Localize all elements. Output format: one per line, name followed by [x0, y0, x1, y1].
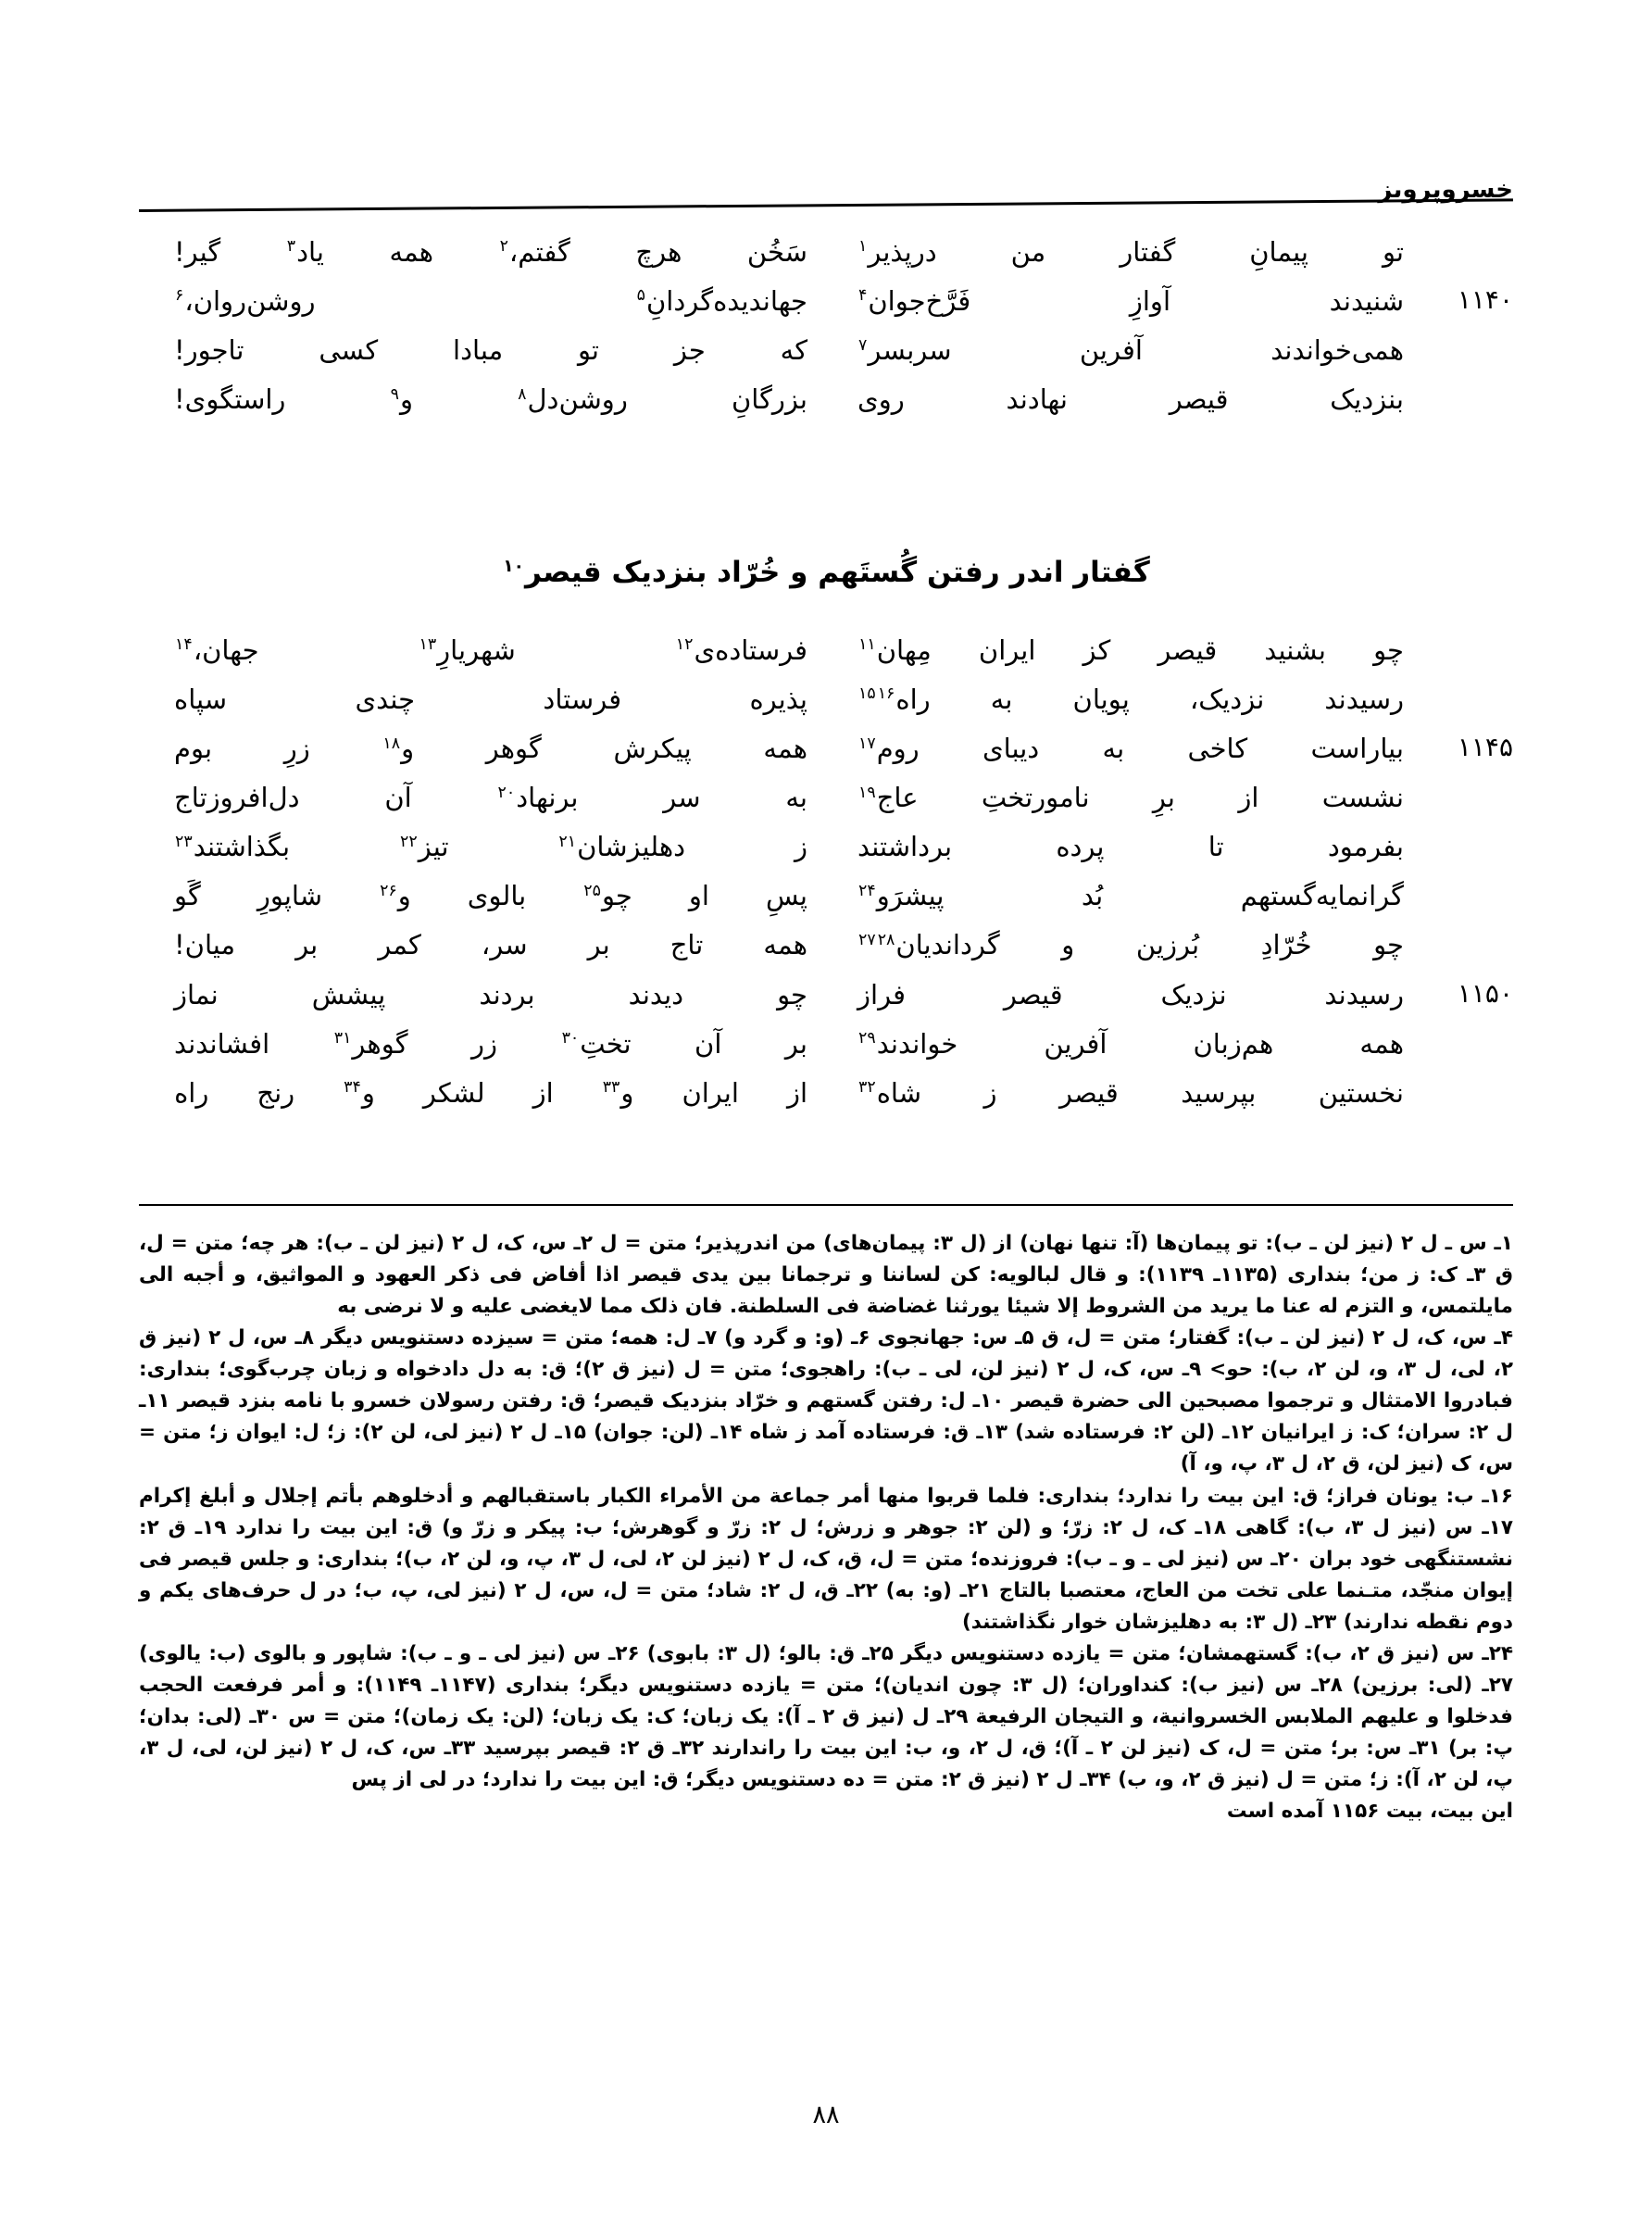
verse-word: تختِ$^{۳۰}$: [561, 1027, 632, 1060]
couplet: [139, 281, 1513, 321]
verse-footnote-marker: ۱۲: [675, 635, 694, 655]
verse-word: او: [688, 880, 709, 912]
verse-word: نهادند: [1006, 383, 1068, 416]
verse-footnote-marker: ۱۳: [419, 635, 437, 655]
hemistich-second: [139, 826, 826, 867]
verse-word: راستگوی!: [174, 383, 286, 416]
verse-word: رسیدند: [1324, 684, 1404, 716]
hemistich-second: [139, 281, 826, 321]
couplet: [139, 630, 1513, 671]
verse-word: و$^{۳۴}$: [344, 1076, 375, 1109]
verse-footnote-marker: ۵: [636, 286, 645, 306]
verse-block-two: [139, 630, 1513, 1122]
verse-word: تا: [1208, 831, 1224, 863]
verse-word: آن: [695, 1027, 722, 1060]
verse-word: زر: [471, 1027, 498, 1060]
hemistich-first: [826, 875, 1513, 916]
verse-word: قیصر: [1169, 383, 1229, 416]
couplet: [139, 924, 1513, 965]
couplet: [139, 728, 1513, 769]
hemistich-second: [139, 330, 826, 370]
verse-word: کسی: [319, 334, 379, 367]
running-head-rule: [139, 198, 1513, 212]
bayt-number: ۱۱۵۰: [1457, 977, 1513, 1009]
couplet: [139, 232, 1513, 272]
verse-word: بر: [587, 929, 610, 961]
verse-word: پرده: [1056, 831, 1105, 863]
verse-footnote-marker: ۸: [518, 384, 527, 404]
couplet: [139, 875, 1513, 916]
verse-word: پیکرش: [613, 733, 692, 765]
verse-word: گفتار: [1120, 236, 1176, 268]
section-heading-footnote-marker: ۱۰: [503, 556, 524, 576]
hemistich-first: [826, 924, 1513, 965]
verse-word: تاجور!: [174, 334, 244, 367]
verse-word: روشن‌دل$^۸$: [518, 383, 628, 416]
verse-word: نماز: [174, 978, 219, 1010]
verse-word: لشکر: [422, 1076, 485, 1109]
verse-footnote-marker: ۳۴: [344, 1078, 361, 1098]
verse-footnote-marker: ۴: [858, 286, 868, 306]
section-heading: [139, 556, 1513, 589]
verse-word: رسیدند: [1324, 978, 1404, 1010]
verse-word: راه$^{۱۵}$ $^{۱۶}$: [858, 684, 931, 716]
hemistich-second: [139, 1023, 826, 1064]
verse-word: رنج: [257, 1076, 295, 1109]
verse-word: مبادا: [453, 334, 504, 367]
verse-word: نزدیک،: [1189, 684, 1265, 716]
verse-footnote-marker: ۷: [858, 335, 868, 355]
footnote-paragraph: ۱۶ـ ب: یونان فراز؛ ق: این بیت را ندارد؛ بنداری: فلما قربوا منها أمر جماعة من الأمراء الکبار باستقبالهم و أدخلوهم بأتم إجلال و أبلغ إکرام ۱۷ـ س (نیز ل ۳، ب): گاهی ۱۸ـ ک، ل ۲: زرّ؛ و (لن ۲: جوهر و زرش؛ ل ۲: زرّ و گوهرش؛ ب: پیکر و زرّ و) ق: این بیت را ندارد ۱۹ـ ق ۲: نشستنگهی خود بران ۲۰ـ س (نیز لی ـ و ـ ب): فروزنده؛ متن = ل، ق، ک، ل ۲ (نیز لن ۲، لی، ل ۳، پ، و، لن ۲، ب)؛ بنداری: و جلس قیصر فی إیوان منجّد، متـنما علی تخت من العاج، معتصبا بالتاج ۲۱ـ (و: به) ۲۲ـ ق، ل ۲: شاد؛ متن = ل، س، ل ۲ (نیز لی، پ، ب؛ در ل حرف‌های یکم و دوم نقطه ندارند) ۲۳ـ (ل ۳: به دهلیزشان خوار نگذاشتند): [139, 1484, 1514, 1634]
verse-word: زرِ: [283, 733, 310, 765]
verse-word: بُد: [1081, 880, 1104, 912]
folio-page-number: ۸۸: [812, 2101, 840, 2129]
footnote-paragraph: ۲۴ـ س (نیز ق ۲، ب): گستهمشان؛ متن = یازده دستنویس دیگر ۲۵ـ ق: بالو؛ (ل ۳: بابوی) ۲۶ـ س (نیز لی ـ و ـ ب): شاپور و بالوی (ب: یالوی) ۲۷ـ (لی: برزین) ۲۸ـ س (نیز ب): کنداوران؛ (ل ۳: چون اندیان)؛ متن = یازده دستنویس دیگر؛ بنداری (۱۱۴۷ـ ۱۱۴۹): و أمر فرفعت الحجب فدخلوا و علیهم الملابس الخسروانیة، و التیجان الرفیعة ۲۹ـ ل (نیز ق ۲ ـ آ): یک زبان؛ ک: یک زبان؛ (لن: یک زمان)؛ متن = س ۳۰ـ (لی: بدان؛ پ: بر) ۳۱ـ س: بر؛ متن = ل، ک (نیز لن ۲ ـ آ)؛ ق، ل ۲، و، ب: این بیت را راندارند ۳۲ـ ق ۲: قیصر بپرسید ۳۳ـ س، ک، ل ۲ (نیز لن، لی، ل ۳، پ، لن ۲، آ): ز؛ متن = ل (نیز ق ۲، و، ب) ۳۴ـ ل ۲ (نیز ق ۲: متن = ده دستنویس دیگر؛ ق: این بیت را ندارد؛ در لی از پس: [139, 1642, 1514, 1791]
verse-footnote-marker: ۲۶: [380, 881, 397, 900]
verse-word: نخستین: [1318, 1076, 1404, 1109]
running-head: [139, 176, 1513, 219]
couplet: [139, 974, 1513, 1015]
verse-block-one: [139, 232, 1513, 428]
verse-word: و$^۹$: [390, 383, 413, 416]
hemistich-first: [826, 826, 1513, 867]
verse-word: فرستاد: [543, 684, 622, 716]
verse-word: فَرَّخ‌جوان$^۴$: [858, 285, 971, 318]
verse-word: روم$^{۱۷}$: [858, 733, 920, 765]
verse-word: سپاه: [174, 684, 228, 716]
verse-word: تو: [577, 334, 600, 367]
footnote-paragraph: ۴ـ س، ک، ل ۲ (نیز لن ـ ب): گفتار؛ متن = ل، ق ۵ـ س: جهانجوی ۶ـ (و: و گرد و) ۷ـ ل: همه؛ متن = سیزده دستنویس دیگر ۸ـ س، ل ۲ (نیز ق ۲، لی، ل ۳، و، لن ۲، ب): حو> ۹ـ س، ک، ل ۲ (نیز لن، لی ـ ب): راهجوی؛ متن = ل (نیز ق ۲)؛ ق: به دل دادخواه و زبان چرب‌گوی؛ بنداری: فبادروا الامتثال و ترجموا مصبحین الی حضرة قیصر ۱۰ـ ل: رفتن گستهم و خرّاد بنزدیک قیصر؛ ق: رفتن رسولان خسرو با نامه بنزد قیصر ۱۱ـ ل ۲: سران؛ ک: ز ایرانیان ۱۲ـ (لن ۲: فرستاده شد) ۱۳ـ ق: فرستاده آمد ز شاه ۱۴ـ (لن: جوان) ۱۵ـ ل ۲ (نیز لی، لن ۲): ز؛ ل: ایوان ز؛ متن = س، ک (نیز لن، ق ۲، ل ۳، پ، و، آ): [139, 1326, 1513, 1476]
verse-word: آفرین: [1079, 334, 1143, 367]
verse-word: بر: [295, 929, 319, 961]
verse-word: چو$^{۲۵}$: [583, 880, 632, 912]
verse-word: سربسر$^۷$: [858, 334, 952, 367]
verse-word: شاه$^{۳۲}$: [858, 1076, 922, 1109]
verse-word: راه: [174, 1076, 209, 1109]
verse-footnote-marker: ۱۵: [858, 684, 876, 704]
couplet: [139, 1023, 1513, 1064]
verse-word: بپرسید: [1181, 1076, 1257, 1109]
verse-word: چو: [1373, 634, 1404, 666]
verse-word: و$^{۱۸}$: [382, 733, 415, 765]
verse-footnote-marker: ۳۳: [602, 1078, 620, 1098]
verse-word: گوهر$^{۳۱}$: [333, 1027, 408, 1060]
couplet: [139, 777, 1513, 818]
hemistich-second: [139, 630, 826, 671]
bayt-number: ۱۱۴۰: [1457, 284, 1513, 316]
verse-word: کاخی: [1187, 733, 1248, 765]
verse-word: هم‌زبان: [1193, 1027, 1274, 1060]
verse-footnote-marker: ۱۹: [858, 783, 876, 802]
footnote-separator-rule: [139, 1204, 1513, 1206]
verse-footnote-marker: ۲۷: [858, 930, 876, 949]
verse-word: همی‌خواندند: [1270, 334, 1404, 367]
hemistich-second: [139, 777, 826, 818]
verse-footnote-marker: ۶: [175, 286, 184, 306]
verse-word: مِهان$^{۱۱}$: [858, 634, 932, 666]
verse-word: دیدند: [628, 978, 684, 1010]
hemistich-first: [826, 1073, 1513, 1113]
verse-word: برِ: [1152, 782, 1175, 814]
verse-word: بیاراست: [1310, 733, 1404, 765]
verse-footnote-marker: ۲۹: [858, 1028, 876, 1048]
hemistich-second: [139, 1073, 826, 1113]
verse-word: بالوی: [467, 880, 527, 912]
verse-word: همه: [763, 929, 807, 961]
couplet: [139, 1073, 1513, 1113]
hemistich-first: [826, 232, 1513, 272]
verse-word: گرانمایه‌گستهم: [1240, 880, 1404, 912]
verse-word: هرچ: [635, 236, 682, 268]
verse-word: تو: [1382, 236, 1404, 268]
hemistich-second: [139, 232, 826, 272]
footnote-paragraph: این بیت، بیت ۱۱۵۶ آمده است: [1226, 1800, 1513, 1824]
section-heading-text: گفتار اندر رفتن گُستَهم و خُرّاد بنزدیک قیصر: [524, 556, 1150, 589]
hemistich-second: [139, 379, 826, 420]
verse-word: آوازِ: [1129, 285, 1170, 318]
running-head-title: خسروپرویز: [1378, 176, 1513, 204]
verse-footnote-marker: ۲۱: [558, 832, 577, 851]
hemistich-first: [826, 1023, 1513, 1064]
hemistich-first: [826, 679, 1513, 720]
verse-word: کز: [1083, 634, 1111, 666]
verse-word: گیر!: [174, 236, 221, 268]
verse-footnote-marker: ۲۰: [497, 783, 516, 802]
verse-word: نزدیک: [1160, 978, 1227, 1010]
verse-word: خواندند$^{۲۹}$: [858, 1027, 958, 1060]
verse-word: شنیدند: [1329, 285, 1404, 318]
verse-word: کمر: [378, 929, 421, 961]
verse-word: همه: [763, 733, 807, 765]
verse-word: سر،: [481, 929, 528, 961]
verse-word: و: [1061, 929, 1075, 961]
verse-word: درپذیر$^۱$: [858, 236, 937, 268]
hemistich-second: [139, 875, 826, 916]
verse-word: عاج$^{۱۹}$: [858, 782, 919, 814]
verse-word: گفتم،$^۲$: [499, 236, 570, 268]
footnote-apparatus: [139, 1228, 1513, 1828]
verse-footnote-marker: ۲: [499, 237, 508, 257]
verse-word: برداشتند: [857, 831, 953, 863]
verse-footnote-marker: ۲۴: [858, 881, 876, 900]
verse-word: همه: [389, 236, 434, 268]
hemistich-first: [826, 379, 1513, 420]
verse-word: از: [786, 1076, 807, 1109]
verse-word: از: [532, 1076, 554, 1109]
couplet: [139, 330, 1513, 370]
verse-word: آن: [384, 782, 412, 814]
verse-footnote-marker: ۹: [390, 384, 399, 404]
verse-word: پیشش: [311, 978, 386, 1010]
verse-word: میان!: [174, 929, 236, 961]
verse-footnote-marker: ۱۸: [382, 734, 401, 753]
verse-word: نامورتختِ: [981, 782, 1090, 814]
verse-word: یاد$^۳$: [286, 236, 324, 268]
verse-word: بنزدیک: [1330, 383, 1404, 416]
verse-word: برنهاد$^{۲۰}$: [497, 782, 579, 814]
verse-word: بگذاشتند$^{۲۳}$: [175, 831, 291, 863]
verse-word: چندی: [355, 684, 416, 716]
verse-word: دل‌افروزتاج: [174, 782, 300, 814]
verse-word: سَخُن: [746, 236, 807, 268]
verse-word: پذیره: [749, 684, 807, 716]
verse-word: ایران: [682, 1076, 739, 1109]
verse-word: بشنید: [1264, 634, 1326, 666]
verse-word: بوم: [174, 733, 213, 765]
verse-word: ز: [983, 1076, 997, 1109]
verse-footnote-marker: ۳۲: [858, 1078, 876, 1098]
verse-word: من: [1010, 236, 1046, 268]
verse-word: روشن‌روان،$^۶$: [175, 285, 316, 318]
verse-word: قیصر: [1058, 1076, 1119, 1109]
verse-word: جهاندیده‌گردانِ$^۵$: [636, 285, 807, 318]
hemistich-first: [826, 728, 1513, 769]
verse-word: جز: [673, 334, 706, 367]
hemistich-second: [139, 924, 826, 965]
verse-word: آفرین: [1044, 1027, 1108, 1060]
hemistich-second: [139, 679, 826, 720]
verse-footnote-marker: ۲۸: [877, 930, 895, 949]
verse-word: جهان،$^{۱۴}$: [175, 634, 259, 666]
verse-word: گوهر: [485, 733, 542, 765]
verse-word: تیز$^{۲۲}$: [400, 831, 449, 863]
verse-word: به: [990, 684, 1013, 716]
verse-word: بردند: [479, 978, 535, 1010]
verse-word: به: [785, 782, 807, 814]
verse-word: بُرزین: [1135, 929, 1200, 961]
hemistich-first: [826, 777, 1513, 818]
verse-footnote-marker: ۱۱: [858, 635, 876, 655]
verse-footnote-marker: ۳۰: [561, 1028, 580, 1048]
verse-word: سر: [663, 782, 701, 814]
verse-word: خُرّادِ: [1260, 929, 1312, 961]
verse-word: قیصر: [1003, 978, 1063, 1010]
verse-footnote-marker: ۳۱: [333, 1028, 352, 1048]
verse-word: تاج: [670, 929, 704, 961]
verse-word: که: [780, 334, 807, 367]
verse-word: ایران: [978, 634, 1036, 666]
bayt-number: ۱۱۴۵: [1457, 732, 1513, 763]
verse-word: بزرگانِ: [731, 383, 807, 416]
footnote-paragraph: ۱ـ س ـ ل ۲ (نیز لن ـ ب): تو پیمان‌ها (آ: تنها نهان) از (ل ۳: پیمان‌های) من اندرپذیر؛ متن = ل ۲ـ س، ک، ل ۲ (نیز لن ـ ب): هر چه؛ متن = ل، ق ۳ـ ک: ز من؛ بنداری (۱۱۳۵ـ ۱۱۳۹): و قال لبالویه: کن لساننا و ترجمانا بین یدی قیصر اذا أفاض فی ذکر العهود و المواثیق، و أجبه الی مایلتمس، و التزم له عنا ما یرید من الشروط إلا شیئا یورثنا غضاضة فی السلطنة. فان ذلک مما لایغضی علیه و لا نرضی به: [139, 1232, 1514, 1318]
hemistich-second: [139, 728, 826, 769]
verse-word: شاپورِ: [257, 880, 323, 912]
verse-word: و$^{۲۶}$: [380, 880, 411, 912]
verse-word: نشست: [1321, 782, 1404, 814]
verse-word: شهریارِ$^{۱۳}$: [419, 634, 516, 666]
verse-word: پویان: [1072, 684, 1130, 716]
verse-word: از: [1238, 782, 1259, 814]
verse-word: چو: [777, 978, 807, 1010]
hemistich-second: [139, 974, 826, 1015]
verse-word: به: [1102, 733, 1125, 765]
verse-word: بر: [784, 1027, 807, 1060]
couplet: [139, 826, 1513, 867]
verse-footnote-marker: ۳: [286, 237, 296, 257]
verse-word: گرداندیان$^{۲۷}$ $^{۲۸}$: [858, 929, 1000, 961]
verse-word: فرستاده‌ی$^{۱۲}$: [675, 634, 807, 666]
verse-word: چو: [1373, 929, 1404, 961]
hemistich-first: [826, 281, 1513, 321]
couplet: [139, 679, 1513, 720]
verse-word: بفرمود: [1327, 831, 1404, 863]
verse-word: پیمانِ: [1249, 236, 1308, 268]
verse-footnote-marker: ۲۳: [175, 832, 193, 851]
verse-word: پیشرَو$^{۲۴}$: [858, 880, 945, 912]
verse-word: ز: [794, 831, 807, 863]
couplet: [139, 379, 1513, 420]
verse-footnote-marker: ۱۷: [858, 734, 876, 753]
verse-word: گَو: [174, 880, 201, 912]
verse-footnote-marker: ۱۴: [175, 635, 193, 655]
verse-word: همه: [1359, 1027, 1404, 1060]
verse-footnote-marker: ۲۲: [400, 832, 418, 851]
verse-footnote-marker: ۲۵: [583, 881, 601, 900]
verse-word: قیصر: [1158, 634, 1218, 666]
verse-word: و$^{۳۳}$: [602, 1076, 634, 1109]
verse-word: افشاندند: [174, 1027, 270, 1060]
verse-word: پسِ: [765, 880, 807, 912]
verse-footnote-marker: ۱: [858, 237, 868, 257]
verse-word: روی: [857, 383, 905, 416]
hemistich-first: [826, 974, 1513, 1015]
hemistich-first: [826, 330, 1513, 370]
verse-footnote-marker: ۱۶: [877, 684, 895, 704]
verse-word: دهلیزشان$^{۲۱}$: [558, 831, 686, 863]
hemistich-first: [826, 630, 1513, 671]
verse-word: دیبای: [982, 733, 1040, 765]
verse-word: فراز: [857, 978, 906, 1010]
